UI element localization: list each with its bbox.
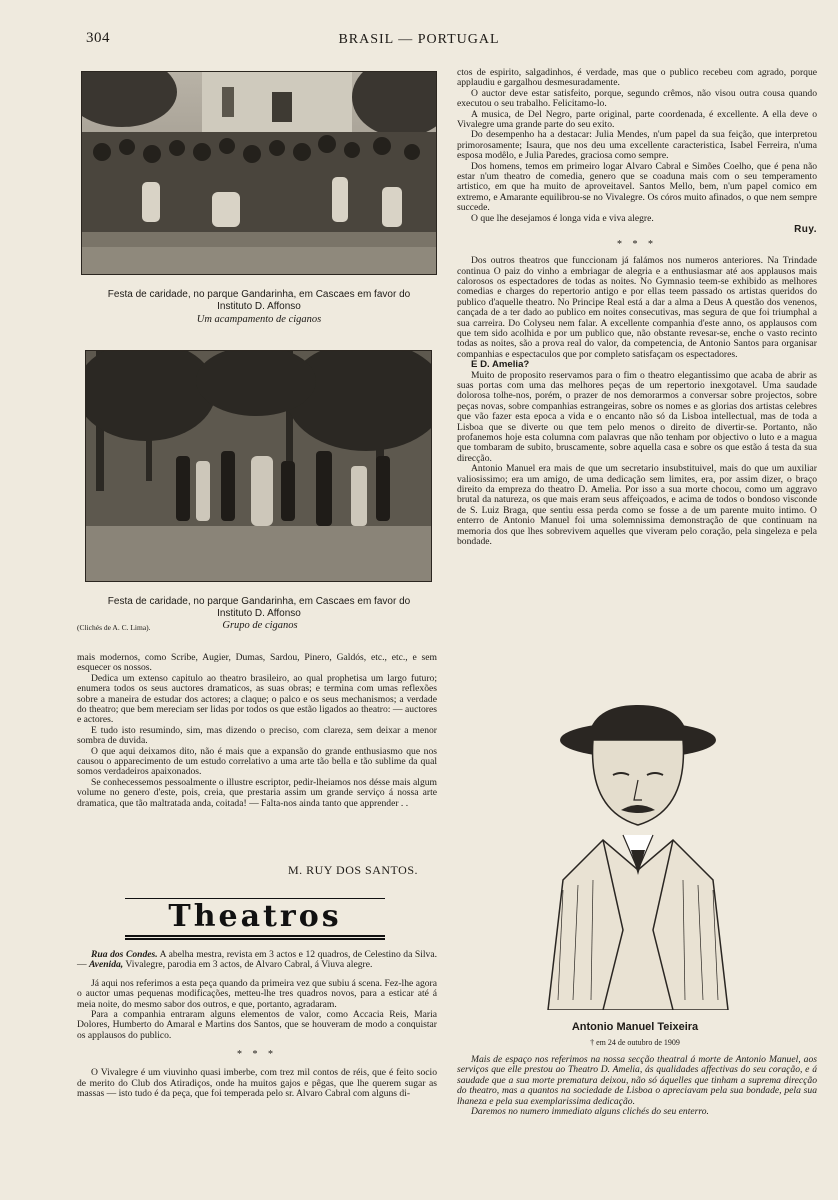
right-signature: Ruy. <box>794 224 817 236</box>
theatros-intro-text-2: Vivalegre, parodia em 3 actos, de Alvaro Cabral, á Viuva alegre. <box>123 959 373 971</box>
portrait-date: † em 24 de outubro de 1909 <box>590 1038 680 1047</box>
theatros-heading: Theatros <box>125 898 385 940</box>
right-paragraph: O auctor deve estar satisfeito, porque, segundo crêmos, não visou outra cousa quando executou o seu trabalho. Felicitamo-lo. <box>457 87 817 110</box>
theatros-section <box>77 950 437 1099</box>
photo1-subtitle: Um acampamento de ciganos <box>196 314 322 325</box>
theatre-name-rua-dos-condes: Rua dos Condes. <box>91 949 158 960</box>
section-stars: * * * <box>237 1049 277 1061</box>
theatros-paragraph: Para a companhia entraram alguns elementos de valor, como Accacia Reis, Maria Dolores, Humberto do Amaral e Martins dos Santos, que se houveram de modo a conquistar os applausos do publico. <box>77 1009 437 1041</box>
left-paragraph: Dedica um extenso capitulo ao theatro brasileiro, ao qual prophetisa um largo futuro; enumera todos os seus auctores dramaticos, as suas obras; e termina com umas reflexões sobre a maneira de estudar dos actores; a claque; o palco e os seus mechanismos; a verdade do theatro; que bem mereciam ser lidas por todos os que estão ligados ao theatro: — auctores e actores. <box>77 672 437 726</box>
portrait-drawing <box>543 700 733 1010</box>
photo1-caption: Festa de caridade, no parque Gandarinha, em Cascaes em favor do Instituto D. Affonso <box>107 289 411 312</box>
photo-gypsy-camp-image <box>82 72 436 274</box>
photo2-subtitle: Grupo de ciganos <box>222 620 298 631</box>
theatros-paragraph: O Vivalegre é um viuvinho quasi imberbe, com trez mil contos de réis, que é feito socio de merito do Club dos Atiradiços, onde ha muitos gajos e pêgas, que lhe querem sugar as massas — isto tudo é da peça, que foi temperada pelo sr. Alvaro Cabral com alguns di- <box>77 1067 437 1100</box>
right-paragraph: A musica, de Del Negro, parte original, parte coordenada, é excellente. A ella deve o Vivalegre uma grande parte do seu exito. <box>457 108 817 131</box>
portrait-note-2: Daremos no numero immediato alguns clichés do seu enterro. <box>471 1106 709 1118</box>
photo-gypsy-camp <box>81 71 437 275</box>
page-number: 304 <box>86 30 110 46</box>
right-paragraph: Muito de proposito reservamos para o fim o theatro elegantissimo que acaba de abrir as suas portas com uma das melhores peças de um repertorio inexgotavel. Uma saudade dolorosa tolhe-nos, porém, o prazer de nos demorarmos a conversar sobre projectos, sobre peças novas, sobre companhias estrangeiras, sobre os nomes e as glorias dos artistas celebres que vão fazer esta epoca a vida e o encanto não só da Lisboa intellectual, mas de toda a Lisboa que se diverte ou que tem pelo menos o direito de divertir-se. Portanto, não profanemos hoje esta columna com palavras que não tenham por objectivo o luto e a magua que tombaram de subito, bruscamente, sobre aquella casa e sobre os que estão á testa da sua direcção. <box>457 369 817 464</box>
left-article <box>77 653 437 809</box>
photo-gypsy-group <box>85 350 432 582</box>
right-paragraph: O que lhe desejamos é longa vida e viva alegre. <box>471 212 654 224</box>
right-heading-d-amelia: E D. Amelia? <box>471 359 530 371</box>
left-signature: M. RUY DOS SANTOS. <box>287 863 418 877</box>
photo-gypsy-group-image <box>86 351 431 581</box>
right-paragraph: ctos de espirito, salgadinhos, é verdade, mas que o publico recebeu com agrado, porque applaudiu e gargalhou desmesuradamente. <box>457 67 817 89</box>
running-title: BRASIL — PORTUGAL <box>338 32 500 47</box>
photo2-caption: Festa de caridade, no parque Gandarinha, em Cascaes em favor do Instituto D. Affonso <box>107 596 411 619</box>
theatros-paragraph: Já aqui nos referimos a esta peça quando da primeira vez que subiu á scena. Fez-lhe agora o auctor umas pequenas modificações, metteu-lhe tres quadros novos, para a esticar até á meia noite, do mesmo sabor dos outros, e que, portanto, agradaram. <box>77 977 437 1010</box>
theatros-intro-text-1: A abelha mestra, revista em 3 actos e 12 quadros, de Celestino da Silva. — <box>77 949 438 971</box>
right-paragraph: Dos outros theatros que funccionam já falámos nos numeros anteriores. Na Trindade continua O paiz do vinho a embriagar de alegria e a enthusiasmar até aos applausos mais calorosos os espectadores de todas as noites. No Gymnasio teem-se exhibido as melhores comedias e charges do repertorio antigo e por ellas teem passado os artistas queridos do publico d'aquelle theatro. No Principe Real está a dar a alma a Deus A questão dos venenos, cançada de a ter dado ao publico em noites consecutivas, mas segura de que foi triumphal a sua carreira. Do Colyseu nem falar. A excellente companhia d'este anno, os applausos com que tem sido acolhida e por um publico que, não obstante revesar-se, enche o vasto recinto todas as noites, são a prova real do valor, da competencia, de Antonio Santos para organisar companhias e espectaculos que por completo satisfaçam os espectadores. <box>457 255 817 360</box>
right-article <box>457 68 817 547</box>
left-paragraph: mais modernos, como Scribe, Augier, Dumas, Sardou, Pinero, Galdós, etc., etc., e sem esquecer os nossos. <box>77 652 437 674</box>
section-stars: * * * <box>617 239 657 251</box>
left-paragraph: Se conhecessemos pessoalmente o illustre escriptor, pedir-lheiamos nos désse mais algum volume no genero d'este, pois, creia, que prestaria assim um grande serviço á nossa arte dramatica, que tão maltratada anda, coitada! — Falta-nos ainda tanto que apprender . . <box>77 776 437 809</box>
portrait-illustration <box>543 700 733 1010</box>
right-paragraph: Do desempenho ha a destacar: Julia Mendes, n'um papel da sua feição, que interpretou primorosamente; Isaura, que nos deu uma excellente caracteristica, Isabel Ferreira, n'uma esposa modêlo, e Julia Paredes, graciosa como sempre. <box>457 129 817 162</box>
right-paragraph: Antonio Manuel era mais de que um secretario insubstituivel, mais do que um auxiliar valiosissimo; era um amigo, de uma dedicação sem limites, era, por assim dizer, o braço direito da empreza do theatro D. Amelia. Por isso a sua morte chocou, como um aggravo brutal da natureza, os que mais eram seus affeiçoados, e acima de todos o bondoso visconde de S. Luiz Braga, que sentiu essa perda como se fosse a de um parente muito intimo. O enterro de Antonio Manuel foi uma solemnissima demonstração de que continuam na memoria dos que lhes sobrevivem aquelles que viveram pelo coração, pela singeleza e pela bondade. <box>457 463 817 548</box>
left-paragraph: O que aqui deixamos dito, não é mais que a expansão do grande enthusiasmo que nos causou o apparecimento de um estudo correlativo a uma arte tão bella e tão sublime da qual somos verdadeiros apaixonados. <box>77 745 437 778</box>
photo2-credit: (Clichés de A. C. Lima). <box>77 623 151 632</box>
portrait-name: Antonio Manuel Teixeira <box>571 1021 699 1033</box>
theatre-name-avenida: Avenida, <box>89 959 124 971</box>
portrait-note: Mais de espaço nos referimos na nossa secção theatral á morte de Antonio Manuel, aos serviços que elle prestou ao Theatro D. Amelia, ás qualidades affectivas do seu coração, e á saudade que a sua morte prematura deixou, não só áquelles que tinham a suprema direcção do theatro, mas a quantos na sociedade de Lisboa o apreciavam pela sua bondade, pela sua lhaneza e pela sua exemplarissima dedicação. <box>457 1054 817 1107</box>
portrait-note-block <box>457 1055 817 1117</box>
right-paragraph: Dos homens, temos em primeiro logar Alvaro Cabral e Simões Coelho, que é pena não estar n'um theatro de comedia, genero que se coaduna mais com o seu temperamento artistico, em que ha muito de aproveitavel. Santos Mello, bem, n'um papel comico em extremo, e Amarante equilibrou-se no Vivalegre. Os córos muito afinados, o que nem sempre succede. <box>457 160 817 214</box>
theatros-intro <box>77 950 437 971</box>
left-paragraph: E tudo isto resumindo, sim, mas dizendo o preciso, com clareza, sem deixar a menor sombra de duvida. <box>77 724 437 747</box>
